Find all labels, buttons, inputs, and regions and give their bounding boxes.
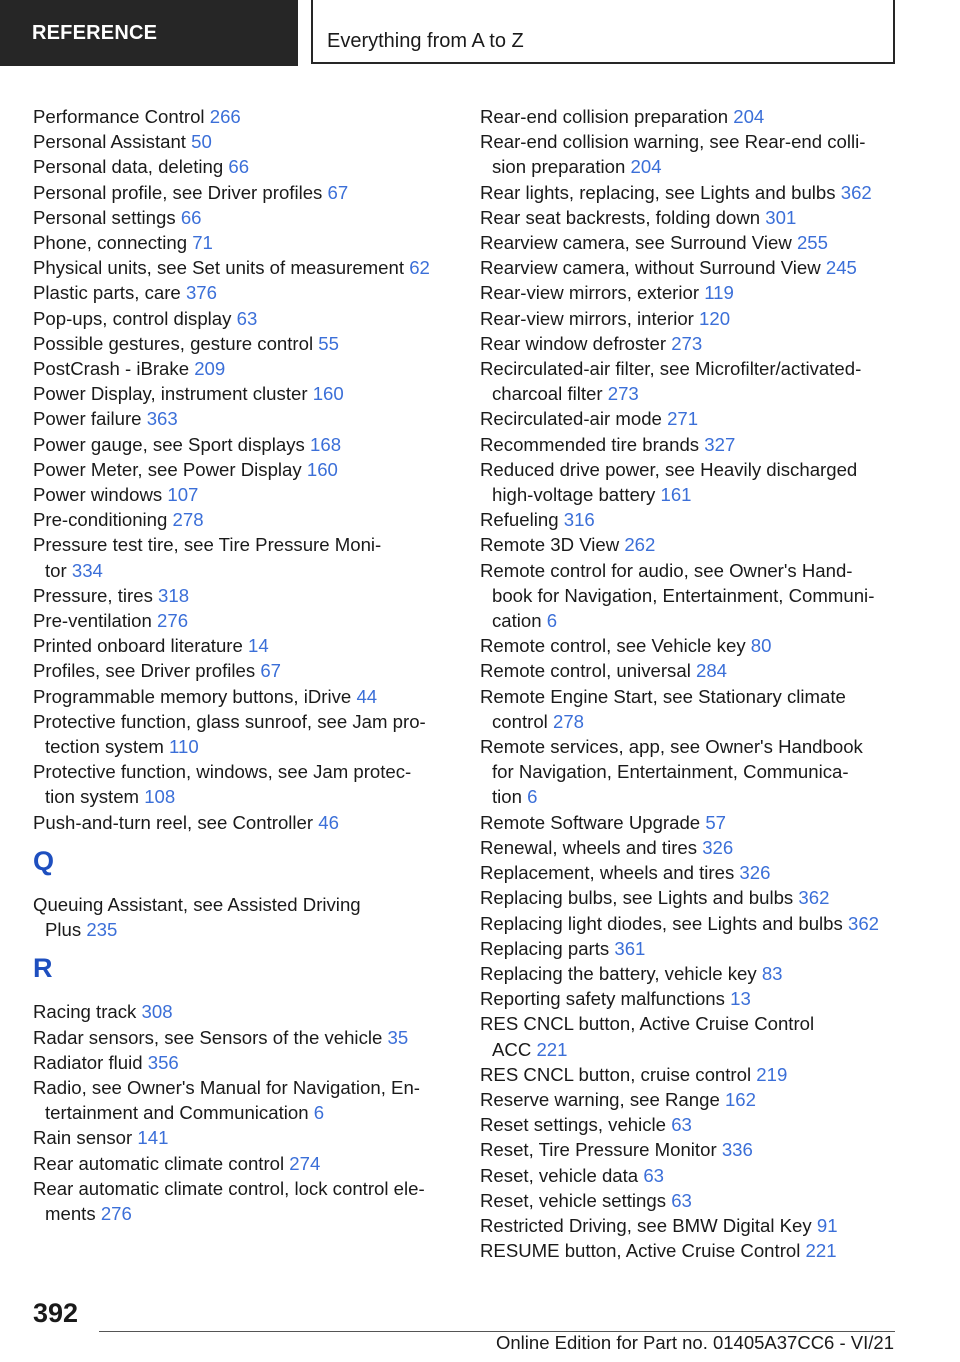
- index-entry: [33, 810, 453, 835]
- index-entry-text: Remote control, see Vehicle key: [480, 635, 746, 657]
- index-entry-text: control: [492, 710, 548, 732]
- index-entry-text: Printed onboard literature: [33, 635, 243, 657]
- index-entry: [480, 1163, 920, 1188]
- page-reference-link[interactable]: 255: [796, 232, 828, 254]
- index-entry: [480, 1112, 920, 1137]
- index-entry-text: Rearview camera, without Surround View: [480, 257, 821, 279]
- index-entry-text: Recommended tire brands: [480, 433, 700, 455]
- index-entry-text: Rear-view mirrors, interior: [480, 307, 694, 329]
- index-entry-text: Remote Engine Start, see Stationary climate: [480, 685, 846, 707]
- index-entry-text: Personal Assistant: [33, 131, 186, 153]
- page-reference-link[interactable]: 362: [840, 181, 872, 203]
- index-entry: [480, 911, 920, 936]
- page-reference-link[interactable]: 161: [660, 484, 692, 506]
- page-reference-link[interactable]: 235: [86, 919, 118, 941]
- page-reference-link[interactable]: 44: [356, 685, 378, 707]
- page-reference-link[interactable]: 110: [169, 736, 199, 758]
- page-reference-link[interactable]: 245: [825, 257, 857, 279]
- index-entry-text: Profiles, see Driver profiles: [33, 660, 256, 682]
- index-entry: [480, 734, 920, 810]
- index-entry: [480, 936, 920, 961]
- index-entry-text: Push-and-turn reel, see Controller: [33, 811, 314, 833]
- index-entry-text: Reset, vehicle settings: [480, 1189, 667, 1211]
- index-entry-text: Personal profile, see Driver profiles: [33, 181, 323, 203]
- index-entry-text: PostCrash - iBrake: [33, 358, 190, 380]
- page-reference-link[interactable]: 63: [671, 1189, 692, 1211]
- page-reference-link[interactable]: 120: [699, 307, 731, 329]
- index-entry: [33, 457, 453, 482]
- index-entry-text: Rear automatic climate control: [33, 1152, 285, 1174]
- page-reference-link[interactable]: 316: [563, 509, 595, 531]
- index-entry-text: Replacing the battery, vehicle key: [480, 962, 757, 984]
- index-entry-text: Power failure: [33, 408, 142, 430]
- page-reference-link[interactable]: 221: [805, 1240, 837, 1262]
- index-entry: [480, 961, 920, 986]
- index-entry: [480, 129, 920, 179]
- index-entry-text: Recirculated-air mode: [480, 408, 662, 430]
- index-column-right: [480, 104, 920, 1263]
- index-entry: [480, 633, 920, 658]
- page-reference-link[interactable]: 262: [624, 534, 656, 556]
- index-entry-text: Reporting safety malfunctions: [480, 988, 725, 1010]
- index-entry-text: Rearview camera, see Surround View: [480, 232, 792, 254]
- page-reference-link[interactable]: 204: [733, 106, 765, 127]
- page-reference-link[interactable]: 209: [194, 358, 226, 380]
- page-reference-link[interactable]: 362: [798, 887, 830, 909]
- index-entry: [480, 230, 920, 255]
- index-entry: [33, 356, 453, 381]
- index-entry-text: Programmable memory buttons, iDrive: [33, 685, 352, 707]
- index-entry-text: Replacement, wheels and tires: [480, 862, 735, 884]
- page-reference-link[interactable]: 6: [546, 610, 558, 632]
- index-entry: [33, 1125, 453, 1150]
- index-entry: [33, 381, 453, 406]
- page-reference-link[interactable]: 62: [409, 257, 430, 279]
- index-entry-text: Reserve warning, see Range: [480, 1088, 720, 1110]
- page-reference-link[interactable]: 326: [702, 836, 734, 858]
- index-entry-text: for Navigation, Entertainment, Communica-: [492, 761, 849, 783]
- page-reference-link[interactable]: 35: [387, 1026, 409, 1048]
- index-entry-text: Renewal, wheels and tires: [480, 836, 698, 858]
- index-entry-text: Pop-ups, control display: [33, 307, 232, 329]
- index-entry-text: Rain sensor: [33, 1127, 133, 1149]
- index-entry: [33, 406, 453, 431]
- index-entry-text: Refueling: [480, 509, 559, 531]
- index-entry-text: Rear automatic climate control, lock control ele-: [33, 1177, 425, 1199]
- page-number: 392: [33, 1298, 79, 1328]
- index-entry-text: Replacing bulbs, see Lights and bulbs: [480, 887, 794, 909]
- index-entry: [480, 205, 920, 230]
- index-entry-text: Personal settings: [33, 206, 176, 228]
- index-entry: [480, 1213, 920, 1238]
- index-entry-text: book for Navigation, Entertainment, Communi-: [492, 584, 875, 606]
- page-reference-link[interactable]: 119: [704, 282, 734, 304]
- index-entry: [33, 892, 453, 942]
- index-entry: [480, 180, 920, 205]
- index-entry-text: Radiator fluid: [33, 1051, 143, 1073]
- index-entry-text: tertainment and Communication: [45, 1102, 309, 1124]
- index-entry: [480, 532, 920, 557]
- index-entry-text: tion system: [45, 786, 140, 808]
- index-entry: [480, 507, 920, 532]
- index-entry-text: Replacing parts: [480, 937, 610, 959]
- index-entry: [33, 1176, 453, 1226]
- page-reference-link[interactable]: 271: [667, 408, 699, 430]
- index-entry-text: Plastic parts, care: [33, 282, 181, 304]
- page-reference-link[interactable]: 160: [312, 383, 344, 405]
- index-entry: [33, 999, 453, 1024]
- index-entry: [480, 1188, 920, 1213]
- index-entry: [480, 331, 920, 356]
- index-entry-text: Personal data, deleting: [33, 156, 224, 178]
- index-entry-text: Phone, connecting: [33, 232, 188, 254]
- index-entry: [480, 457, 920, 507]
- index-entry-text: Physical units, see Set units of measurement: [33, 257, 405, 279]
- page-reference-link[interactable]: 334: [71, 559, 103, 581]
- page-reference-link[interactable]: 55: [318, 332, 339, 354]
- page-reference-link[interactable]: 327: [704, 433, 736, 455]
- index-entry: [480, 356, 920, 406]
- page-reference-link[interactable]: 14: [248, 635, 269, 657]
- index-entry-text: Remote control for audio, see Owner's Hand-: [480, 559, 853, 581]
- index-entry-text: Pre-conditioning: [33, 509, 168, 531]
- page-reference-link[interactable]: 83: [761, 962, 783, 984]
- page-reference-link[interactable]: 67: [260, 660, 282, 682]
- index-entry: [33, 709, 453, 759]
- page-reference-link[interactable]: 276: [157, 610, 189, 632]
- page-reference-link[interactable]: 66: [180, 206, 202, 228]
- page-reference-link[interactable]: 6: [527, 786, 538, 808]
- page-reference-link[interactable]: 108: [144, 786, 176, 808]
- index-entry-text: Reset, Tire Pressure Monitor: [480, 1139, 717, 1161]
- page-reference-link[interactable]: 204: [630, 156, 662, 178]
- index-entry-text: Power gauge, see Sport displays: [33, 433, 305, 455]
- index-entry-text: RES CNCL button, cruise control: [480, 1063, 752, 1085]
- index-entry: [33, 230, 453, 255]
- index-entry-text: RESUME button, Active Cruise Control: [480, 1240, 801, 1262]
- index-entry-text: Remote services, app, see Owner's Handbook: [480, 736, 863, 758]
- page-header: [0, 0, 960, 66]
- index-entry: [480, 658, 920, 683]
- index-entry: [33, 306, 453, 331]
- index-entry-text: Rear-view mirrors, exterior: [480, 282, 700, 304]
- index-entry-text: Power Meter, see Power Display: [33, 458, 302, 480]
- index-entry: [480, 1087, 920, 1112]
- page-reference-link[interactable]: 336: [721, 1139, 753, 1161]
- page-reference-link[interactable]: 363: [146, 408, 178, 430]
- page-reference-link[interactable]: 57: [705, 811, 726, 833]
- index-entry-text: sion preparation: [492, 156, 626, 178]
- index-entry: [33, 180, 453, 205]
- index-entry: [480, 860, 920, 885]
- index-entry-text: Remote Software Upgrade: [480, 811, 701, 833]
- index-entry: [480, 104, 920, 129]
- index-entry-text: Performance Control: [33, 106, 205, 127]
- page-reference-link[interactable]: 67: [327, 181, 349, 203]
- index-entry: [480, 558, 920, 634]
- index-entry: [33, 482, 453, 507]
- index-letter-heading: R: [33, 953, 53, 984]
- page-reference-link[interactable]: 50: [191, 131, 212, 153]
- index-entry-text: Pre-ventilation: [33, 610, 152, 632]
- index-entry-text: Power Display, instrument cluster: [33, 383, 308, 405]
- index-entry-text: Protective function, windows, see Jam protec-: [33, 761, 412, 783]
- page-reference-link[interactable]: 162: [724, 1088, 756, 1110]
- index-entry: [480, 835, 920, 860]
- index-entry: [480, 810, 920, 835]
- page-reference-link[interactable]: 141: [137, 1127, 169, 1149]
- page-reference-link[interactable]: 276: [100, 1202, 132, 1224]
- index-entry-text: Pressure, tires: [33, 584, 153, 606]
- page-reference-link[interactable]: 71: [192, 232, 213, 254]
- index-entry-text: Protective function, glass sunroof, see Jam pro-: [33, 710, 426, 732]
- index-entry: [33, 154, 453, 179]
- index-entry-text: Reset settings, vehicle: [480, 1114, 667, 1136]
- index-entry: [480, 684, 920, 734]
- index-entry-text: Restricted Driving, see BMW Digital Key: [480, 1214, 812, 1236]
- page-reference-link[interactable]: 266: [209, 106, 241, 127]
- index-entry-text: Replacing light diodes, see Lights and bulbs: [480, 912, 843, 934]
- page-reference-link[interactable]: 63: [671, 1114, 692, 1136]
- index-entry: [33, 1025, 453, 1050]
- index-entry: [33, 658, 453, 683]
- page-reference-link[interactable]: 160: [306, 458, 338, 480]
- page-reference-link[interactable]: 46: [318, 811, 339, 833]
- index-entry-text: Rear-end collision warning, see Rear-end colli-: [480, 131, 866, 153]
- index-entry: [33, 129, 453, 154]
- index-entry-text: ACC: [492, 1038, 532, 1060]
- page-reference-link[interactable]: 80: [750, 635, 772, 657]
- page-reference-link[interactable]: 63: [643, 1164, 664, 1186]
- index-entry: [480, 280, 920, 305]
- page-reference-link[interactable]: 318: [158, 584, 190, 606]
- index-entry-text: tection system: [45, 736, 164, 758]
- page-reference-link[interactable]: 376: [185, 282, 217, 304]
- index-entry-text: Racing track: [33, 1001, 137, 1023]
- page-reference-link[interactable]: 361: [614, 937, 646, 959]
- page-reference-link[interactable]: 274: [289, 1152, 321, 1174]
- page-reference-link[interactable]: 301: [765, 206, 797, 228]
- page-reference-link[interactable]: 326: [739, 862, 771, 884]
- section-tab: REFERENCE: [0, 0, 298, 66]
- index-entry: [33, 280, 453, 305]
- page-reference-link[interactable]: 91: [816, 1214, 838, 1236]
- index-entry: [33, 759, 453, 809]
- index-entry: [480, 986, 920, 1011]
- page-reference-link[interactable]: 6: [313, 1102, 325, 1124]
- index-entry-text: charcoal filter: [492, 383, 603, 405]
- index-entry-text: Reset, vehicle data: [480, 1164, 639, 1186]
- page-reference-link[interactable]: 273: [607, 383, 639, 405]
- index-entry: [480, 406, 920, 431]
- index-entry-text: Plus: [45, 919, 82, 941]
- page-reference-link[interactable]: 219: [756, 1063, 788, 1085]
- index-entry: [480, 885, 920, 910]
- index-entry: [480, 1137, 920, 1162]
- page-reference-link[interactable]: 278: [552, 710, 585, 732]
- index-entry: [480, 1011, 920, 1061]
- index-entry: [480, 1062, 920, 1087]
- index-entry: [480, 1238, 920, 1263]
- index-entry-text: tion: [492, 786, 522, 808]
- index-entry: [33, 1075, 453, 1125]
- index-entry: [33, 633, 453, 658]
- index-entry-text: Radar sensors, see Sensors of the vehicle: [33, 1026, 383, 1048]
- index-entry-text: tor: [45, 559, 67, 581]
- index-entry: [33, 1151, 453, 1176]
- page-reference-link[interactable]: 107: [167, 484, 199, 506]
- index-entry: [480, 306, 920, 331]
- page-reference-link[interactable]: 284: [696, 660, 728, 682]
- index-entry-text: Radio, see Owner's Manual for Navigation, En-: [33, 1076, 420, 1098]
- page-reference-link[interactable]: 356: [147, 1051, 179, 1073]
- page-reference-link[interactable]: 362: [848, 912, 880, 934]
- index-entry: [33, 583, 453, 608]
- index-entry-text: Power windows: [33, 484, 163, 506]
- index-entry: [33, 1050, 453, 1075]
- index-letter-heading: Q: [33, 845, 55, 876]
- page-reference-link[interactable]: 221: [536, 1038, 568, 1060]
- index-entry: [33, 331, 453, 356]
- index-entry-text: cation: [492, 610, 542, 632]
- index-entry-text: high-voltage battery: [492, 484, 656, 506]
- page-reference-link[interactable]: 13: [730, 988, 751, 1010]
- index-entry-text: Queuing Assistant, see Assisted Driving: [33, 893, 361, 915]
- index-entry-text: Rear seat backrests, folding down: [480, 206, 761, 228]
- page-reference-link[interactable]: 308: [141, 1001, 173, 1023]
- index-entry: [33, 507, 453, 532]
- page-reference-link[interactable]: 278: [172, 509, 204, 531]
- index-entry-text: Remote control, universal: [480, 660, 691, 682]
- index-entry-text: Possible gestures, gesture control: [33, 332, 314, 354]
- index-entry-text: Reduced drive power, see Heavily discharged: [480, 458, 858, 480]
- page-reference-link[interactable]: 63: [236, 307, 258, 329]
- index-entry: [33, 532, 453, 582]
- index-column-left: [33, 104, 453, 1226]
- page-reference-link[interactable]: 66: [228, 156, 250, 178]
- index-entry-text: ments: [45, 1202, 96, 1224]
- footer-edition: Online Edition for Part no. 01405A37CC6 - VI/21: [496, 1332, 894, 1353]
- index-entry: [33, 608, 453, 633]
- page-reference-link[interactable]: 168: [310, 433, 342, 455]
- index-entry: [33, 255, 453, 280]
- index-entry-text: Rear window defroster: [480, 332, 667, 354]
- index-entry-text: Rear-end collision preparation: [480, 106, 729, 127]
- index-entry: [33, 684, 453, 709]
- page-reference-link[interactable]: 273: [671, 332, 703, 354]
- index-entry: [480, 432, 920, 457]
- index-entry: [33, 432, 453, 457]
- index-entry-text: Rear lights, replacing, see Lights and bulbs: [480, 181, 836, 203]
- index-entry-text: Recirculated-air filter, see Microfilter/activated-: [480, 358, 862, 380]
- index-entry: [480, 255, 920, 280]
- index-entry-text: RES CNCL button, Active Cruise Control: [480, 1013, 815, 1035]
- index-entry-text: Pressure test tire, see Tire Pressure Moni-: [33, 534, 382, 556]
- header-title: Everything from A to Z: [311, 0, 895, 64]
- index-entry-text: Remote 3D View: [480, 534, 620, 556]
- index-entry: [33, 205, 453, 230]
- index-entry: [33, 104, 453, 129]
